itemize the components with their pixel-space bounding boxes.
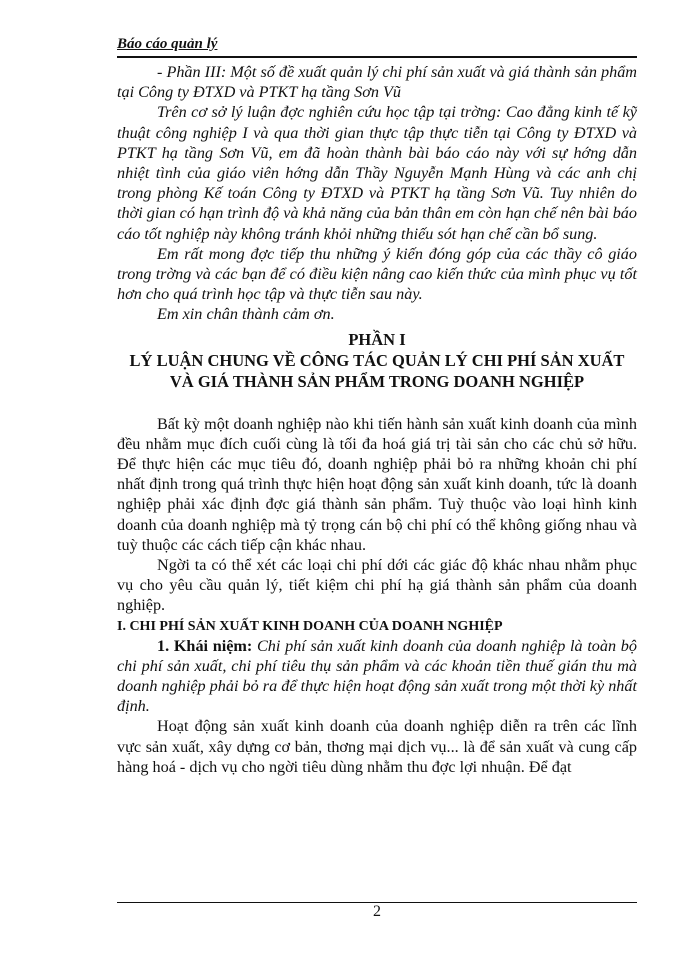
concept-text: Chi phí sản xuất kinh doanh của doanh nghiệp là toàn bộ chi phí sản xuất, chi phí tiêu thụ sản phẩm và các khoản tiền thuế gián thu mà doanh nghiệp phải bỏ ra để thực hiện hoạt động sản xuất trong một thời kỳ nhất định. — [117, 636, 637, 716]
spacer — [117, 392, 637, 414]
body-paragraph-1: Bất kỳ một doanh nghiệp nào khi tiến hành sản xuất kinh doanh của mình đều nhằm mục đích cuối cùng là tối đa hoá giá trị tài sản cho các chủ sở hữu. Để thực hiện các mục tiêu đó, doanh nghiệp phải bỏ ra những khoản chi phí nhất định trong quá trình thực hiện hoạt động sản xuất kinh doanh, tức là doanh nghiệp phải xác định đợc giá thành sản phẩm. Tuỳ thuộc vào loại hình kinh doanh của doanh nghiệp mà tỷ trọng cán bộ chi phí có thể không giống nhau và tuỳ thuộc các cách tiếp cận khác nhau. — [117, 414, 637, 554]
page-number: 2 — [373, 903, 381, 920]
report-header: Báo cáo quản lý — [117, 36, 218, 52]
part-title-line2: VÀ GIÁ THÀNH SẢN PHẨM TRONG DOANH NGHIỆP — [169, 371, 585, 391]
concept-label: 1. Khái niệm: — [157, 636, 253, 655]
part-title-line1: LÝ LUẬN CHUNG VỀ CÔNG TÁC QUẢN LÝ CHI PHÍ SẢN XUẤT — [129, 350, 625, 370]
header-divider — [117, 56, 637, 58]
page-content — [117, 62, 637, 777]
intro-paragraph-request: Em rất mong đợc tiếp thu những ý kiến đóng góp của các thầy cô giáo trong trờng và các bạn để có điều kiện nâng cao kiến thức của mình phục vụ tốt hơn cho quá trình học tập và thực tiễn sau này. — [117, 244, 637, 304]
body-paragraph-3: Hoạt động sản xuất kinh doanh của doanh nghiệp diễn ra trên các lĩnh vực sản xuất, xây dựng cơ bản, thơng mại dịch vụ... là để sản xuất và cung cấp hàng hoá - dịch vụ cho ngời tiêu dùng nhằm thu đợc lợi nhuận. Để đạt — [117, 717, 637, 776]
body-paragraph-2: Ngời ta có thể xét các loại chi phí dới các giác độ khác nhau nhằm phục vụ cho yêu cầu quản lý, tiết kiệm chi phí hạ giá thành sản phẩm của doanh nghiệp. — [117, 556, 637, 615]
concept-paragraph — [117, 636, 637, 717]
section-heading: I. CHI PHÍ SẢN XUẤT KINH DOANH CỦA DOANH NGHIỆP — [117, 618, 503, 634]
intro-paragraph-basis: Trên cơ sở lý luận đợc nghiên cứu học tập tại trờng: Cao đẳng kinh tế kỹ thuật công nghiệp I và qua thời gian thực tập thực tiễn tại Công ty ĐTXD và PTKT hạ tầng Sơn Vũ, em đã hoàn thành bài báo cáo này với sự hớng dẫn nhiệt tình của giáo viên hớng dẫn Thầy Nguyễn Mạnh Hùng và các anh chị trong phòng Kế toán Công ty ĐTXD và PTKT hạ tầng Sơn Vũ. Tuy nhiên do thời gian có hạn trình độ và khả năng của bản thân em còn hạn chế nên bài báo cáo tốt nghiệp này không tránh khỏi những thiếu sót hạn chế cần bổ sung. — [117, 103, 637, 243]
intro-paragraph-part3: - Phần III: Một số đề xuất quản lý chi phí sản xuất và giá thành sản phẩm tại Công ty ĐTXD và PTKT hạ tầng Sơn Vũ — [117, 63, 637, 102]
intro-paragraph-thanks: Em xin chân thành cảm ơn. — [157, 305, 335, 324]
part-label: PHẦN I — [348, 329, 406, 349]
